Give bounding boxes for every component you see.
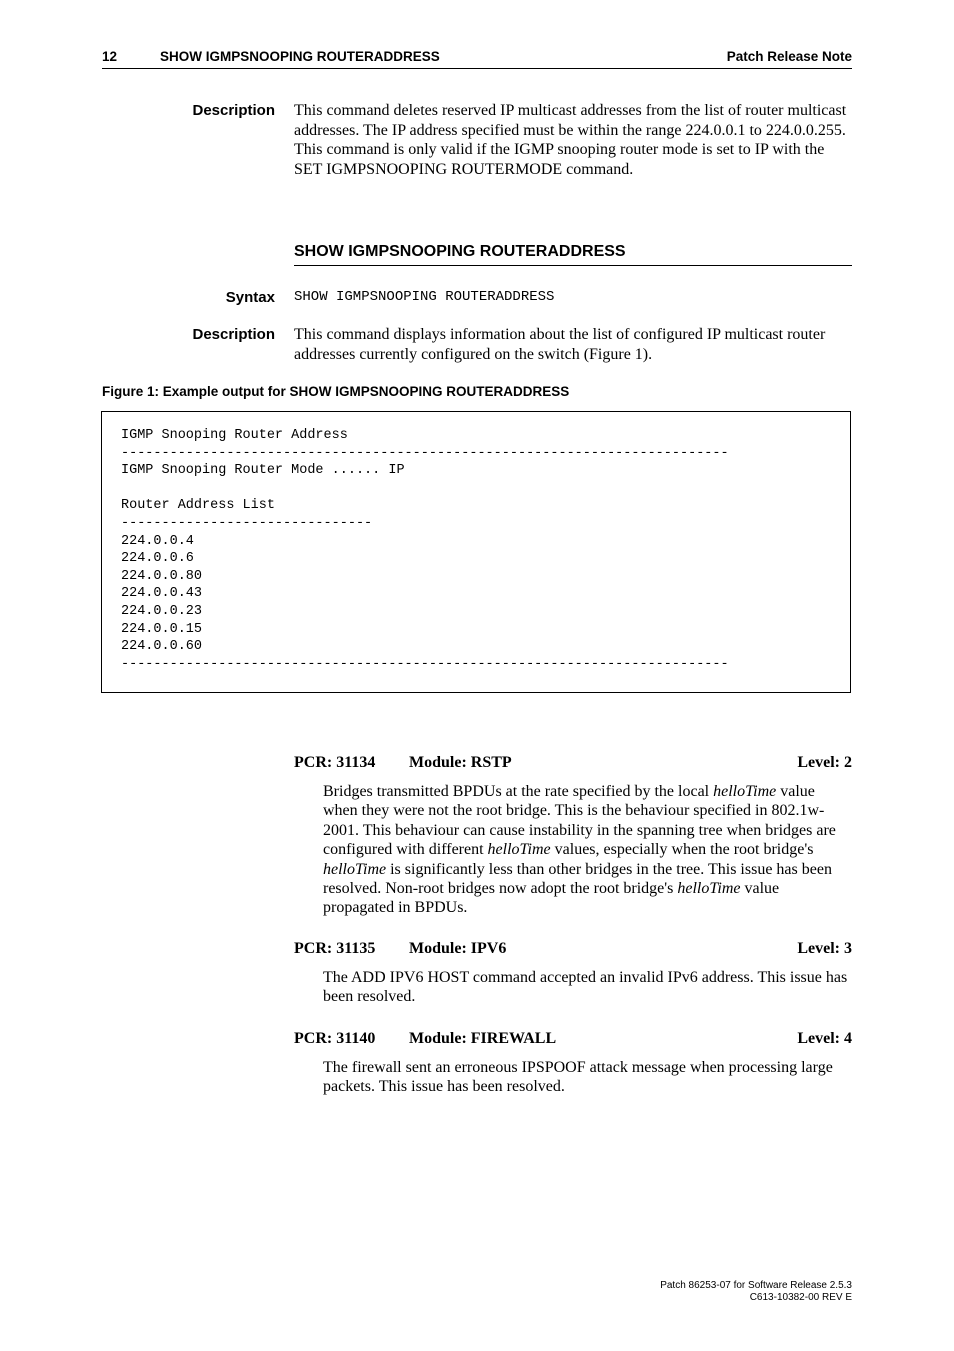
pcr-description: The ADD IPV6 HOST command accepted an invalid IPv6 address. This issue has been resolved.: [323, 969, 848, 1006]
command-description-label: Description: [192, 326, 275, 343]
intro-description-label: Description: [192, 102, 275, 119]
pcr-header: [294, 753, 852, 773]
pcr-description: Bridges transmitted BPDUs at the rate specified by the local helloTime value when they were not the root bridge. This is the behaviour specified in 802.1w-2001. This behaviour can cause instability in the spanning tree when bridges are configured with different helloTime values, especially when the root bridge's helloTime is significantly less than other bridges in the tree. This issue has been resolved. Non-root bridges now adopt the root bridge's helloTime value propagated in BPDUs.: [323, 783, 836, 917]
footer-patch-line: Patch 86253-07 for Software Release 2.5.3: [660, 1280, 852, 1291]
example-output-text: IGMP Snooping Router Address --------------------------------------------------------------------------- IGMP Snooping Router Mode ...... IP Router Address List ------------------------------- 224.0.0.4 224.0.0.6 224.0.0.80 224.0.0.43 224.0.0.23 224.0.0.15 224.0.0.60 ---------------------------------------------------------------------------: [121, 428, 729, 672]
intro-description-text: This command deletes reserved IP multicast addresses from the list of router multicast addresses. The IP address specified must be within the range 224.0.0.1 to 224.0.0.255. This command is only valid if the IGMP snooping router mode is set to IP with the SET IGMPSNOOPING ROUTERMODE command.: [294, 102, 847, 178]
pcr-module: Module: RSTP: [409, 754, 512, 771]
pcr-header: [294, 939, 852, 959]
pcr-number: PCR: 31134: [294, 754, 376, 771]
pcr-level: Level: 4: [797, 1030, 852, 1047]
footer-docid-line: C613-10382-00 REV E: [749, 1292, 852, 1303]
page-footer: [660, 1280, 852, 1304]
pcr-description: The firewall sent an erroneous IPSPOOF attack message when processing large packets. This issue has been resolved.: [323, 1059, 833, 1096]
pcr-level: Level: 2: [797, 754, 852, 771]
header-document-type: Patch Release Note: [726, 49, 852, 64]
pcr-module: Module: IPV6: [409, 940, 507, 957]
pcr-module: Module: FIREWALL: [409, 1030, 557, 1047]
running-header: [102, 48, 852, 69]
pcr-level: Level: 3: [797, 940, 852, 957]
page-number: 12: [102, 49, 118, 64]
syntax-label: Syntax: [225, 289, 275, 306]
syntax-text: SHOW IGMPSNOOPING ROUTERADDRESS: [294, 289, 555, 305]
example-output-box: [101, 411, 851, 693]
command-description-text: This command displays information about the list of configured IP multicast router addresses currently configured on the switch (Figure 1).: [294, 326, 826, 363]
pcr-number: PCR: 31140: [294, 1030, 376, 1047]
figure-caption: Figure 1: Example output for SHOW IGMPSNOOPING ROUTERADDRESS: [102, 384, 570, 399]
pcr-number: PCR: 31135: [294, 940, 376, 957]
header-section-title: SHOW IGMPSNOOPING ROUTERADDRESS: [160, 49, 440, 64]
command-heading: SHOW IGMPSNOOPING ROUTERADDRESS: [294, 241, 852, 266]
pcr-header: [294, 1029, 852, 1049]
